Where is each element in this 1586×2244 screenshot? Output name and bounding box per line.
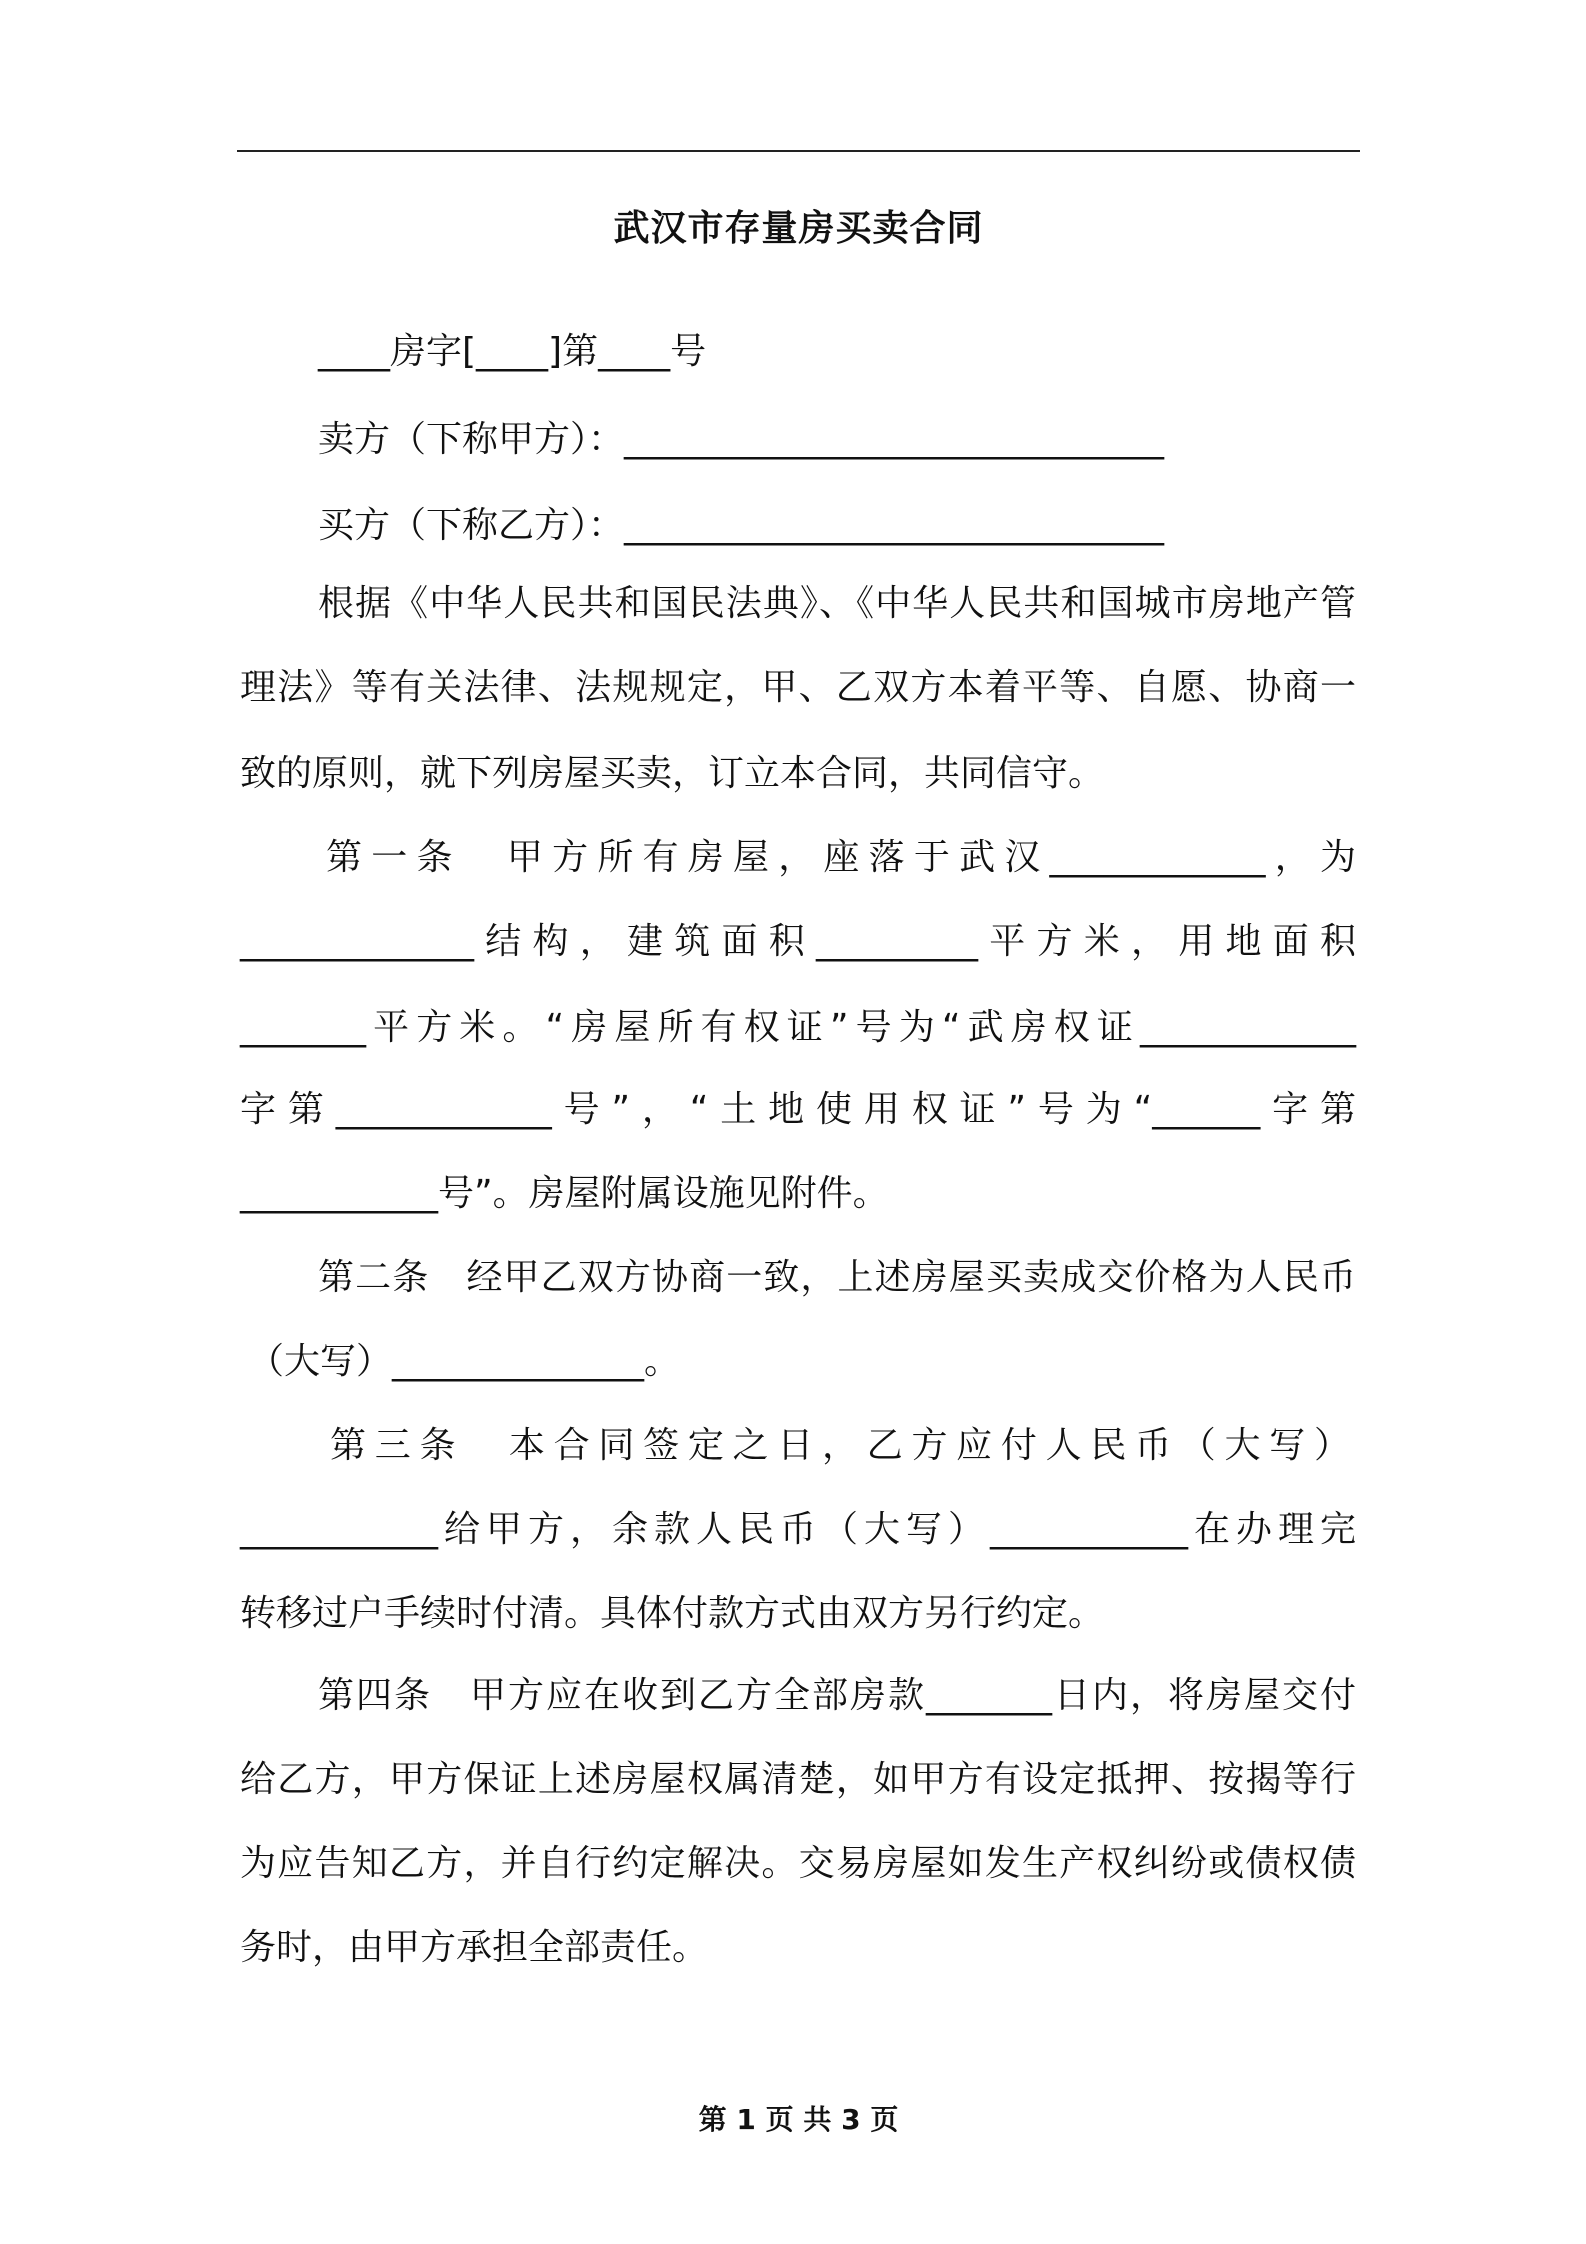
article-1-line-4: 字第____________号”，“土地使用权证”号为“______字第: [240, 1089, 1356, 1130]
contract-number-line: ____房字[____]第____号: [318, 331, 707, 372]
article-4-line-2: 给乙方，甲方保证上述房屋权属清楚，如甲方有设定抵押、按揭等行: [240, 1759, 1356, 1800]
article-2-line-2: （大写）______________。: [248, 1341, 681, 1382]
preamble-line-1: 根据《中华人民共和国民法典》、《中华人民共和国城市房地产管: [318, 583, 1356, 624]
preamble-line-3: 致的原则，就下列房屋买卖，订立本合同，共同信守。: [240, 753, 1105, 794]
article-1-line-3: _______平方米。“房屋所有权证”号为“武房权证____________: [240, 1007, 1356, 1048]
document-title: 武汉市存量房买卖合同: [613, 208, 984, 249]
article-1-line-2: _____________结构，建筑面积_________平方米，用地面积: [240, 921, 1356, 962]
article-4-line-4: 务时，由甲方承担全部责任。: [240, 1927, 709, 1968]
page-footer: 第 1 页 共 3 页: [698, 2103, 899, 2136]
article-3-line-2: ___________给甲方，余款人民币（大写）___________在办理完: [240, 1509, 1356, 1550]
article-3-line-1: 第三条 本合同签定之日，乙方应付人民币（大写）: [330, 1425, 1350, 1466]
article-4-line-3: 为应告知乙方，并自行约定解决。交易房屋如发生产权纠纷或债权债: [240, 1843, 1356, 1884]
article-1-line-1: 第一条 甲方所有房屋，座落于武汉____________，为: [326, 837, 1356, 878]
seller-line: 卖方（下称甲方）：______________________________: [318, 419, 1165, 460]
preamble-line-2: 理法》等有关法律、法规规定，甲、乙双方本着平等、自愿、协商一: [240, 667, 1356, 708]
article-1-line-5: ___________号”。房屋附属设施见附件。: [240, 1173, 889, 1214]
article-3-line-3: 转移过户手续时付清。具体付款方式由双方另行约定。: [240, 1593, 1105, 1634]
article-2-line-1: 第二条 经甲乙双方协商一致，上述房屋买卖成交价格为人民币: [318, 1257, 1356, 1298]
article-4-line-1: 第四条 甲方应在收到乙方全部房款_______日内，将房屋交付: [318, 1675, 1356, 1716]
buyer-line: 买方（下称乙方）：______________________________: [318, 505, 1165, 546]
header-rule: [237, 150, 1360, 152]
